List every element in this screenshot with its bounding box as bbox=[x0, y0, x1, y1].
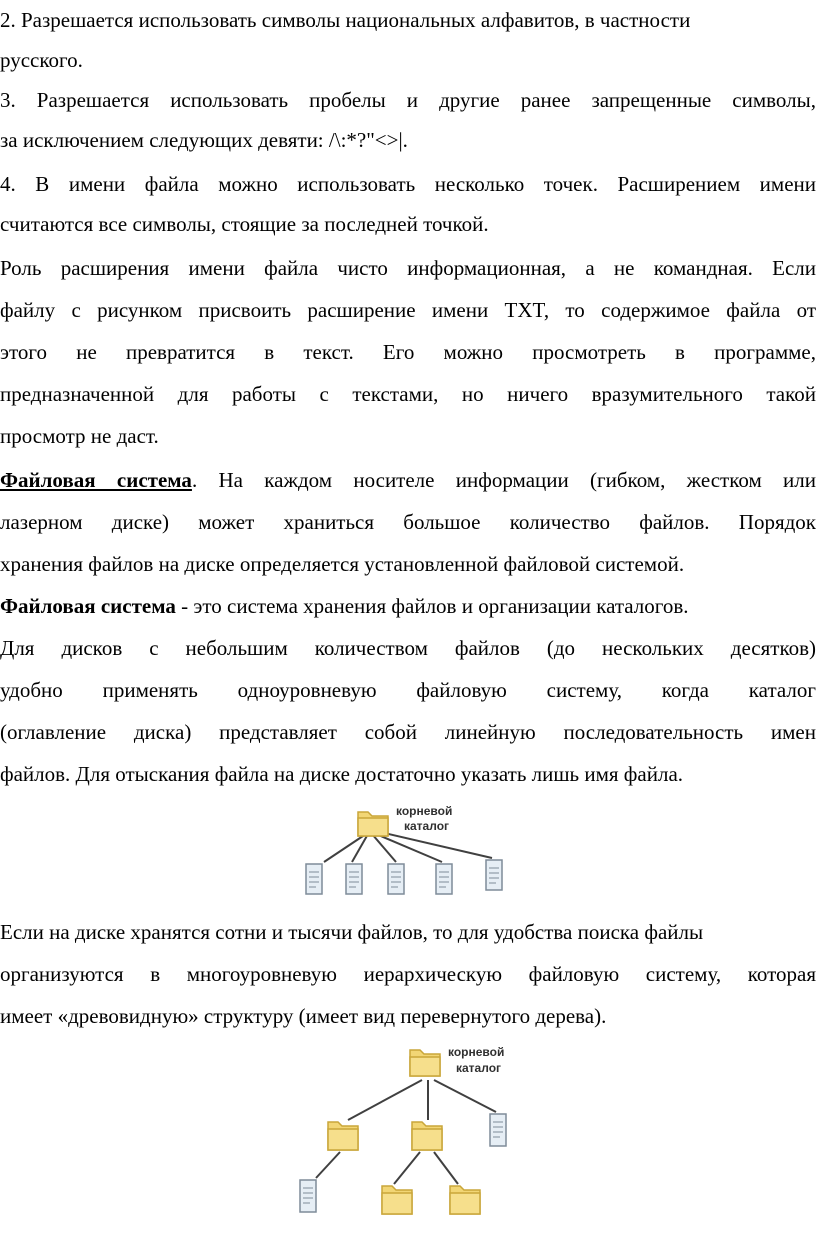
text-line-2: русского. bbox=[0, 48, 83, 72]
definition-line bbox=[0, 586, 816, 626]
text-line-4: за исключением следующих девяти: /\:*?"<>|. bbox=[0, 128, 408, 152]
text-line-9: этого не превратится в текст. Его можно просмотреть в программе, bbox=[0, 340, 816, 364]
file-icon bbox=[436, 864, 452, 894]
definition-rest: - это система хранения файлов и организации каталогов. bbox=[175, 594, 689, 618]
root-label-line2: каталог bbox=[404, 819, 450, 833]
text-line-10: предназначенной для работы с текстами, но ничего вразумительного такой bbox=[0, 382, 816, 406]
connector-lines bbox=[324, 832, 492, 862]
text-line-22: имеет «древовидную» структуру (имеет вид перевернутого дерева). bbox=[0, 1004, 607, 1028]
text-line-6: считаются все символы, стоящие за последней точкой. bbox=[0, 212, 489, 236]
text-line-11: просмотр не даст. bbox=[0, 424, 159, 448]
single-level-diagram bbox=[296, 800, 516, 900]
text-line-17: удобно применять одноуровневую файловую систему, когда каталог bbox=[0, 678, 816, 702]
text-line-13: лазерном диске) может храниться большое количество файлов. Порядок bbox=[0, 510, 816, 534]
text-line-5: 4. В имени файла можно использовать несколько точек. Расширением имени bbox=[0, 172, 816, 196]
text-line-8: файлу с рисунком присвоить расширение имени TXT, то содержимое файла от bbox=[0, 298, 816, 322]
hierarchical-diagram bbox=[290, 1040, 530, 1230]
file-system-rest: . На каждом носителе информации (гибком, жестком или bbox=[191, 468, 816, 492]
folder-icon bbox=[382, 1186, 412, 1214]
text-line-18: (оглавление диска) представляет собой линейную последовательность имен bbox=[0, 720, 816, 744]
file-icon bbox=[388, 864, 404, 894]
text-line-7: Роль расширения имени файла чисто информационная, а не командная. Если bbox=[0, 256, 816, 280]
root-label-line1: корневой bbox=[396, 804, 453, 818]
text-line-21: организуются в многоуровневую иерархическую файловую систему, которая bbox=[0, 962, 816, 986]
folder-icon bbox=[450, 1186, 480, 1214]
root-folder-icon bbox=[410, 1050, 440, 1076]
file-system-term: Файловая система bbox=[0, 468, 192, 492]
file-icon bbox=[486, 860, 502, 890]
text-line-3: 3. Разрешается использовать пробелы и другие ранее запрещенные символы, bbox=[0, 88, 816, 112]
file-icon bbox=[300, 1180, 316, 1212]
file-system-paragraph bbox=[0, 460, 816, 500]
text-line-14: хранения файлов на диске определяется установленной файловой системой. bbox=[0, 552, 685, 576]
text-line-20: Если на диске хранятся сотни и тысячи файлов, то для удобства поиска файлы bbox=[0, 920, 704, 944]
text-line-1: 2. Разрешается использовать символы национальных алфавитов, в частности bbox=[0, 8, 691, 32]
folder-icon bbox=[328, 1122, 358, 1150]
file-icon bbox=[490, 1114, 506, 1146]
file-icon bbox=[306, 864, 322, 894]
text-line-19: файлов. Для отыскания файла на диске достаточно указать лишь имя файла. bbox=[0, 762, 684, 786]
definition-term: Файловая система bbox=[0, 594, 176, 618]
root-folder-icon bbox=[358, 812, 388, 836]
file-icon bbox=[346, 864, 362, 894]
text-line-16: Для дисков с небольшим количеством файлов (до нескольких десятков) bbox=[0, 636, 816, 660]
root-label-line1: корневой bbox=[448, 1045, 505, 1059]
folder-icon bbox=[412, 1122, 442, 1150]
root-label-line2: каталог bbox=[456, 1061, 502, 1075]
